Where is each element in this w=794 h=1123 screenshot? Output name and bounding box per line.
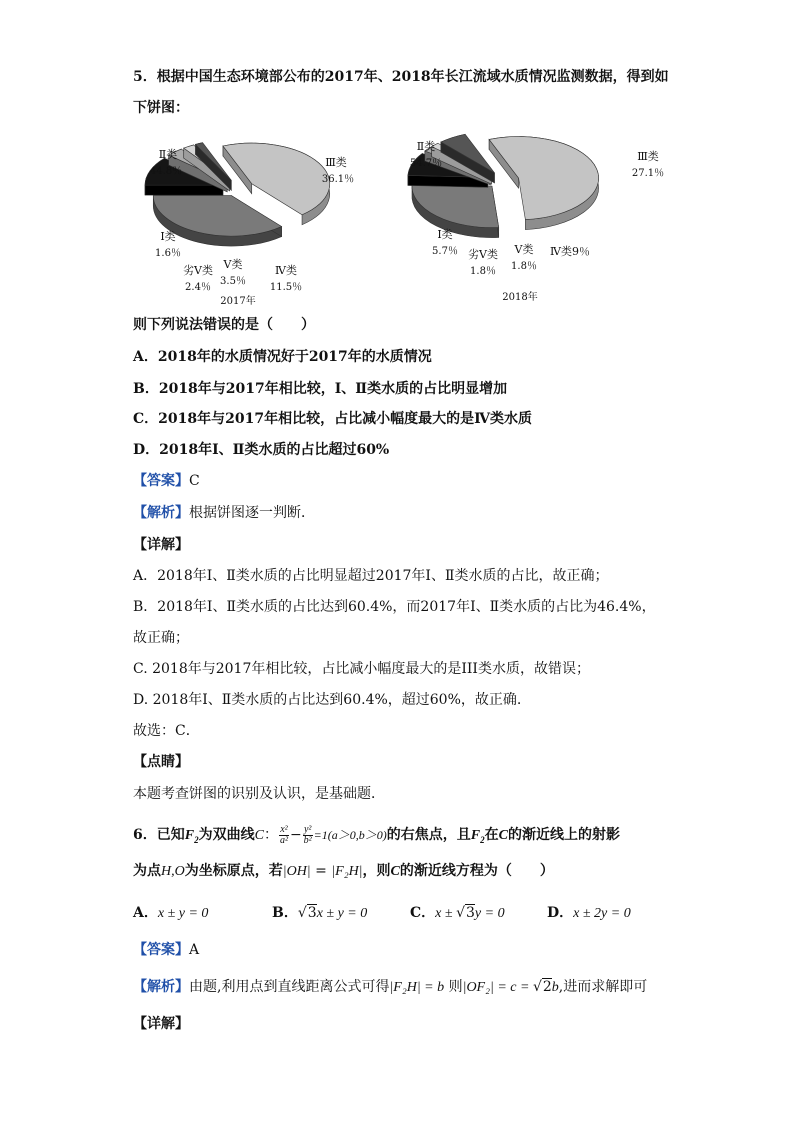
q5-answer-line	[133, 472, 200, 490]
q6-stem-b: 为双曲线	[198, 827, 255, 843]
q6-option-b: B．√3x ± y = 0	[272, 905, 368, 921]
q6-opt-a: x ± y = 0	[157, 906, 209, 921]
q6-analysis-b: 则	[444, 979, 463, 995]
pie-2017年-value-2: 11.5％	[269, 282, 303, 293]
q6-b2: b²	[303, 834, 312, 846]
pie-2017年-label-2: Ⅳ类	[275, 264, 297, 277]
pie-2017年-value-5: 1.6％	[155, 248, 181, 259]
pie-2018年-title: 2018年	[502, 292, 538, 303]
q6-option-c: C．x ± √3y = 0	[410, 905, 505, 921]
pie-2017年-value-1: 36.1％	[321, 174, 355, 185]
q6-c: C	[254, 828, 264, 843]
pie-2017年-value-0: 44.8％	[149, 166, 183, 177]
q6-cond: =1(a＞0,b＞0)	[313, 828, 387, 842]
pie-chart-2018	[408, 134, 664, 303]
pie-charts-figure	[128, 120, 688, 310]
q6-analysis-of2: |OF₂| = c =	[462, 980, 533, 995]
pie-2018年-label-3: Ⅴ类	[514, 243, 534, 256]
pie-2018年-value-3: 1.8％	[511, 261, 537, 272]
q6-answer: A	[189, 942, 200, 958]
q6-stem-d: 在	[484, 827, 499, 843]
q6-stem-line1: 6．已知$F_2$为双曲线C： $\frac{\text{x²}}{\text{a²}}$ − $\frac{\text{y²}}{\text{b²}}$ =1(a＞0,b＞0)的右焦点，且$F_2$在C的渐近线上的射影	[133, 823, 620, 846]
q6-analysis-a: 由题,利用点到直线距离公式可得	[189, 979, 390, 995]
q5-stem-line1: 5．根据中国生态环境部公布的2017年、2018年长江流域水质情况监测数据，得到如	[133, 69, 669, 85]
pie-2018年-value-4: 1.8％	[470, 266, 496, 277]
pie-2017年-label-3: Ⅴ类	[223, 258, 243, 271]
q6-analysis-line: 【解析】由题,利用点到直线距离公式可得|F₂H| = b 则|OF₂| = c = √2b,进而求解即可	[133, 979, 648, 995]
pie-2018年-label-2: Ⅳ类9％	[550, 245, 590, 258]
q6-c-c: C	[390, 864, 400, 879]
q5-stem-line2: 下饼图：	[133, 100, 189, 116]
q5-answer: C	[189, 473, 200, 489]
q6-opt-d-label: D．	[547, 905, 574, 921]
pie-2018年-value-5: 5.7％	[432, 246, 458, 257]
q6-answer-line	[133, 941, 199, 959]
pie-chart-2017	[145, 143, 354, 307]
q6-answer-tag: 【答案】	[133, 942, 189, 958]
q6-option-d	[547, 904, 631, 923]
q5-analysis: 根据饼图逐一判断．	[189, 505, 315, 521]
q6-frac-x	[279, 825, 289, 846]
q5-detail-a: A．2018年Ⅰ、Ⅱ类水质的占比明显超过2017年Ⅰ、Ⅱ类水质的占比，故正确；	[133, 568, 609, 584]
pie-2018年-label-0: Ⅱ类	[416, 140, 436, 153]
pie-2017年-label-5: Ⅰ类	[160, 230, 176, 243]
q6-c-b: C	[498, 828, 508, 843]
pie-2018年-slice-1	[412, 184, 499, 227]
q6-opt-c-root: 3	[465, 905, 475, 921]
q6-x2: x²	[280, 823, 288, 835]
q5-detail-b-cont: 故正确；	[133, 630, 189, 646]
q6-a2: a²	[279, 834, 288, 846]
q6-opt-c-pre: x ±	[435, 906, 457, 921]
q5-option-b: B．2018年与2017年相比较，Ⅰ、Ⅱ类水质的占比明显增加	[133, 381, 508, 397]
q6-opt-b-label: B．	[272, 905, 298, 921]
q6-f2: F	[184, 828, 195, 843]
q5-option-d: D．2018年Ⅰ、Ⅱ类水质的占比超过60%	[133, 442, 390, 458]
q6-oh: |OH|	[282, 864, 311, 879]
q6-analysis-c: ,进而求解即可	[558, 979, 648, 995]
q6-line2-a: 为点	[133, 863, 161, 879]
q6-stem-line2	[133, 862, 554, 881]
q6-analysis-tag: 【解析】	[133, 979, 189, 995]
pie-2017年-label-0: Ⅱ类	[158, 148, 178, 161]
pie-2017年-value-4: 2.4％	[185, 282, 211, 293]
q6-stem-a: 6．已知	[133, 827, 185, 843]
q6-eq: =	[310, 863, 332, 879]
q5-analysis-line	[133, 504, 315, 522]
pie-2018年-label-1: Ⅲ类	[637, 150, 659, 163]
q5-detail-c: C. 2018年与2017年相比较，占比减小幅度最大的是III类水质，故错误；	[133, 661, 590, 677]
q6-f2-b: F	[470, 828, 481, 843]
pie-2017年-label-1: Ⅲ类	[325, 156, 347, 169]
pie-2017年-label-4: 劣Ⅴ类	[183, 264, 213, 277]
q6-opt-a-label: A．	[133, 905, 158, 921]
q5-answer-tag: 【答案】	[133, 473, 189, 489]
q6-opt-d: x ± 2y = 0	[573, 906, 631, 921]
q5-question: 则下列说法错误的是（ ）	[133, 317, 315, 333]
q5-point-tag: 【点睛】	[133, 754, 189, 770]
pie-2017年-slice-edge-2	[145, 185, 223, 195]
q6-opt-b-root: 3	[307, 905, 317, 921]
q6-y2: y²	[303, 823, 312, 835]
q6-f2-b-sub: 2	[480, 834, 485, 845]
q6-frac-y	[303, 825, 313, 846]
q5-detail-b: B．2018年Ⅰ、Ⅱ类水质的占比达到60.4%，而2017年Ⅰ、Ⅱ类水质的占比为46.4%，	[133, 599, 656, 615]
q5-analysis-tag: 【解析】	[133, 505, 189, 521]
q6-option-a	[133, 904, 208, 923]
q6-opt-c-label: C．	[410, 905, 436, 921]
q6-line2-b: 为坐标原点，若	[184, 863, 283, 879]
q5-choose: 故选：C．	[133, 723, 200, 739]
q5-detail-tag: 【详解】	[133, 537, 189, 553]
q6-f2-sub: 2	[194, 834, 199, 845]
q5-detail-d: D. 2018年Ⅰ、Ⅱ类水质的占比达到60.4%，超过60%，故正确.	[133, 692, 522, 708]
q6-analysis-f2h: |F₂H| = b	[389, 980, 445, 995]
pie-2018年-label-4: 劣Ⅴ类	[468, 248, 498, 261]
q6-opt-c-rest: y = 0	[474, 906, 505, 921]
pie-2017年-title: 2017年	[220, 296, 256, 307]
q6-colon: ：	[263, 827, 278, 843]
pie-2017年-value-3: 3.5％	[220, 276, 246, 287]
pie-2018年-value-0: 54.7％	[409, 158, 443, 169]
q5-option-a: A．2018年的水质情况好于2017年的水质情况	[133, 349, 432, 365]
q6-line2-c: ，则	[362, 863, 391, 879]
q6-stem-e: 的渐近线上的射影	[507, 827, 620, 843]
q6-opt-b-rest: x ± y = 0	[316, 906, 368, 921]
q6-analysis-root: 2	[542, 979, 552, 995]
pie-2018年-label-5: Ⅰ类	[437, 228, 453, 241]
q6-detail-tag: 【详解】	[133, 1016, 189, 1032]
q6-analysis-b2: b	[551, 980, 559, 995]
q5-point: 本题考查饼图的识别及认识，是基础题．	[133, 786, 385, 802]
q6-ho: H,O	[161, 864, 185, 879]
pie-2018年-value-1: 27.1％	[631, 168, 665, 179]
q5-option-c: C．2018年与2017年相比较，占比减小幅度最大的是Ⅳ类水质	[133, 411, 532, 427]
q6-f2h: |F₂H|	[331, 864, 363, 879]
q6-line2-d: 的渐近线方程为（ ）	[399, 863, 554, 879]
q6-stem-c: 的右焦点，且	[386, 827, 471, 843]
